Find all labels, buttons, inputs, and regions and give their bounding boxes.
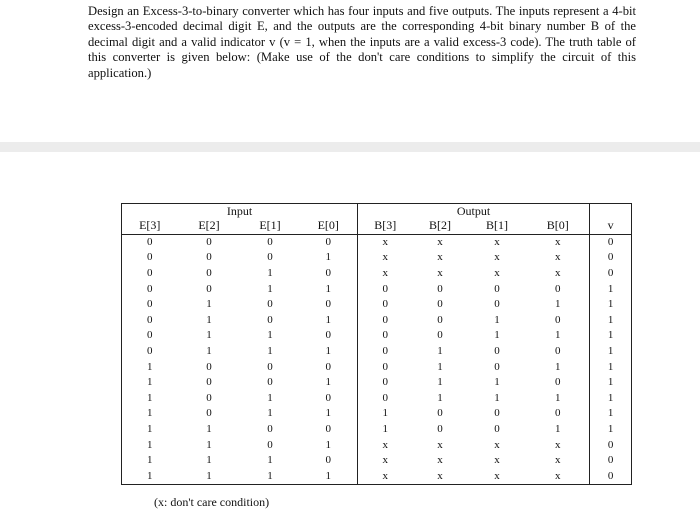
cell-e0: 0	[300, 328, 358, 344]
cell-e1: 0	[267, 235, 273, 248]
col-header-b3: B[3]	[358, 218, 413, 234]
cell-e3: 0	[122, 250, 178, 266]
cell-e0: 0	[300, 453, 358, 469]
cell-e2: 0	[206, 235, 212, 248]
cell-e1: 0	[267, 298, 273, 311]
cell-b2: x	[437, 454, 443, 467]
cell-v: 1	[590, 297, 632, 313]
cell-b2: 1	[437, 376, 443, 389]
cell-e1: 0	[267, 423, 273, 436]
cell-e0: 1	[300, 250, 358, 266]
cell-b0: 1	[527, 422, 590, 438]
cell-e1: 1	[267, 391, 273, 404]
cell-b0: 0	[527, 313, 590, 329]
cell-b1: x	[494, 454, 500, 467]
cell-e2: 0	[206, 360, 212, 373]
cell-b2: 0	[437, 329, 443, 342]
cell-e0: 1	[300, 375, 358, 391]
col-header-e0: E[0]	[300, 218, 358, 234]
cell-e2: 1	[206, 454, 212, 467]
cell-v: 0	[590, 250, 632, 266]
cell-b2: 0	[437, 298, 443, 311]
cell-e2: 1	[178, 469, 241, 485]
cell-b1: 1	[494, 376, 500, 389]
cell-e2: 1	[206, 298, 212, 311]
cell-e2: 1	[206, 345, 212, 358]
cell-b1: 0	[494, 423, 500, 436]
table-row	[122, 281, 632, 297]
table-row	[122, 313, 632, 329]
cell-e3: 0	[122, 266, 178, 282]
cell-b3: 0	[358, 391, 413, 407]
cell-e0: 0	[300, 391, 358, 407]
cell-b1: 0	[494, 298, 500, 311]
cell-b0: 1	[527, 297, 590, 313]
table-row	[122, 375, 632, 391]
cell-b0: 1	[527, 328, 590, 344]
table-row	[122, 406, 632, 422]
cell-b0: x	[527, 266, 590, 282]
cell-v: 1	[590, 391, 632, 407]
page-divider	[0, 142, 700, 152]
cell-e1: 0	[267, 313, 273, 326]
cell-e0: 0	[300, 266, 358, 282]
cell-b0: 0	[527, 281, 590, 297]
truth-table	[121, 203, 632, 485]
truth-table-body	[122, 234, 632, 485]
cell-e2: 0	[206, 282, 212, 295]
cell-b1: 0	[494, 407, 500, 420]
cell-b0: 0	[527, 344, 590, 360]
cell-e3: 0	[122, 234, 178, 250]
output-group-header: Output	[358, 204, 590, 219]
cell-e0: 0	[300, 234, 358, 250]
cell-v: 0	[590, 453, 632, 469]
cell-b2: 0	[437, 282, 443, 295]
cell-e0: 1	[300, 313, 358, 329]
cell-b3: x	[358, 266, 413, 282]
valid-group-header	[590, 204, 632, 219]
cell-b1: 1	[494, 329, 500, 342]
cell-b3: 0	[358, 297, 413, 313]
cell-e3: 1	[122, 422, 178, 438]
cell-e2: 1	[206, 438, 212, 451]
cell-e2: 0	[206, 391, 212, 404]
col-header-v: v	[590, 218, 632, 234]
cell-b3: 1	[358, 422, 413, 438]
cell-v: 1	[590, 375, 632, 391]
cell-v: 1	[590, 406, 632, 422]
table-row	[122, 266, 632, 282]
col-header-e3: E[3]	[122, 218, 178, 234]
table-row	[122, 250, 632, 266]
cell-e3: 0	[122, 328, 178, 344]
cell-e0: 1	[300, 281, 358, 297]
table-row	[122, 344, 632, 360]
cell-b2: x	[437, 267, 443, 280]
col-header-b0: B[0]	[527, 218, 590, 234]
cell-v: 0	[590, 234, 632, 250]
cell-e1: 1	[267, 454, 273, 467]
cell-b0: 1	[527, 391, 590, 407]
cell-b3: x	[358, 234, 413, 250]
cell-e0: 1	[300, 406, 358, 422]
dont-care-note: (x: don't care condition)	[154, 495, 270, 509]
cell-e3: 1	[122, 359, 178, 375]
cell-e3: 1	[122, 437, 178, 453]
cell-b3: 0	[358, 344, 413, 360]
cell-e2: 0	[206, 376, 212, 389]
cell-e3: 1	[122, 406, 178, 422]
cell-e1: 1	[267, 282, 273, 295]
cell-b3: 1	[358, 406, 413, 422]
cell-b3: 0	[358, 359, 413, 375]
cell-e2: 1	[206, 329, 212, 342]
cell-e0: 0	[300, 422, 358, 438]
cell-b2: 1	[437, 360, 443, 373]
truth-table-page	[0, 152, 700, 525]
cell-v: 1	[590, 313, 632, 329]
col-header-b1: B[1]	[468, 218, 527, 234]
cell-b2: 1	[437, 345, 443, 358]
cell-e0: 0	[300, 359, 358, 375]
cell-b1: x	[494, 438, 500, 451]
cell-b1: 1	[494, 313, 500, 326]
cell-e3: 0	[122, 297, 178, 313]
cell-b1: 1	[494, 391, 500, 404]
cell-e0: 0	[300, 297, 358, 313]
cell-b1: 0	[494, 345, 500, 358]
table-row	[122, 469, 632, 485]
cell-b3: x	[358, 453, 413, 469]
cell-e3: 1	[122, 453, 178, 469]
cell-e2: 1	[206, 313, 212, 326]
col-header-b2: B[2]	[413, 218, 468, 234]
table-row	[122, 422, 632, 438]
table-row	[122, 437, 632, 453]
cell-b0: x	[527, 453, 590, 469]
cell-b2: 0	[437, 313, 443, 326]
cell-b0: x	[527, 234, 590, 250]
cell-e3: 1	[122, 391, 178, 407]
col-header-e2: E[2]	[178, 218, 241, 234]
cell-e1: 0	[267, 251, 273, 264]
table-row	[122, 453, 632, 469]
cell-e2: 1	[206, 423, 212, 436]
cell-e0: 1	[300, 344, 358, 360]
cell-b2: x	[437, 235, 443, 248]
cell-v: 0	[590, 469, 632, 485]
cell-b0: x	[527, 469, 590, 485]
table-row	[122, 391, 632, 407]
col-header-e1: E[1]	[241, 218, 300, 234]
table-row	[122, 328, 632, 344]
cell-b2: 0	[437, 423, 443, 436]
cell-v: 0	[590, 437, 632, 453]
cell-b3: x	[358, 250, 413, 266]
cell-b3: 0	[358, 328, 413, 344]
cell-e3: 0	[122, 313, 178, 329]
cell-e1: 0	[267, 376, 273, 389]
cell-b3: 0	[358, 375, 413, 391]
table-row	[122, 234, 632, 250]
cell-b2: x	[437, 438, 443, 451]
cell-e1: 1	[267, 407, 273, 420]
table-row	[122, 359, 632, 375]
cell-e0: 1	[300, 469, 358, 485]
cell-e2: 0	[206, 267, 212, 280]
cell-e1: 1	[267, 329, 273, 342]
cell-e3: 1	[122, 469, 178, 485]
cell-v: 1	[590, 328, 632, 344]
cell-v: 1	[590, 422, 632, 438]
cell-e2: 0	[206, 407, 212, 420]
cell-e0: 1	[300, 437, 358, 453]
cell-e1: 0	[267, 438, 273, 451]
cell-e3: 1	[122, 375, 178, 391]
cell-b1: x	[468, 469, 527, 485]
cell-v: 1	[590, 359, 632, 375]
cell-e1: 1	[267, 267, 273, 280]
cell-b3: 0	[358, 281, 413, 297]
cell-b1: x	[494, 251, 500, 264]
input-group-header: Input	[122, 204, 358, 219]
cell-b2: 0	[437, 407, 443, 420]
table-row	[122, 297, 632, 313]
cell-b0: x	[527, 250, 590, 266]
cell-e2: 0	[206, 251, 212, 264]
cell-b0: 0	[527, 406, 590, 422]
cell-e1: 1	[267, 345, 273, 358]
cell-b0: 0	[527, 375, 590, 391]
cell-e3: 0	[122, 344, 178, 360]
cell-e1: 0	[267, 360, 273, 373]
cell-b2: x	[413, 469, 468, 485]
cell-v: 0	[590, 266, 632, 282]
cell-e1: 1	[241, 469, 300, 485]
cell-b2: 1	[437, 391, 443, 404]
cell-b2: x	[437, 251, 443, 264]
cell-b0: 1	[527, 359, 590, 375]
cell-b1: x	[494, 267, 500, 280]
cell-b3: x	[358, 469, 413, 485]
cell-b3: x	[358, 437, 413, 453]
cell-b0: x	[527, 437, 590, 453]
cell-b1: 0	[494, 282, 500, 295]
cell-b1: 0	[494, 360, 500, 373]
cell-b3: 0	[358, 313, 413, 329]
problem-statement: Design an Excess-3-to-binary converter which has four inputs and five outputs. The inputs represent a 4-bit excess-3-encoded decimal digit E, and the outputs are the corresponding 4-bit binary number B of the decimal digit and a valid indicator v (v = 1, when the inputs are a valid excess-3 code). The truth table of this converter is given below: (Make use of the don't care conditions to simplify the circuit of this application.)	[88, 4, 636, 80]
cell-v: 1	[590, 281, 632, 297]
cell-b1: x	[494, 235, 500, 248]
cell-v: 1	[590, 344, 632, 360]
cell-e3: 0	[122, 281, 178, 297]
